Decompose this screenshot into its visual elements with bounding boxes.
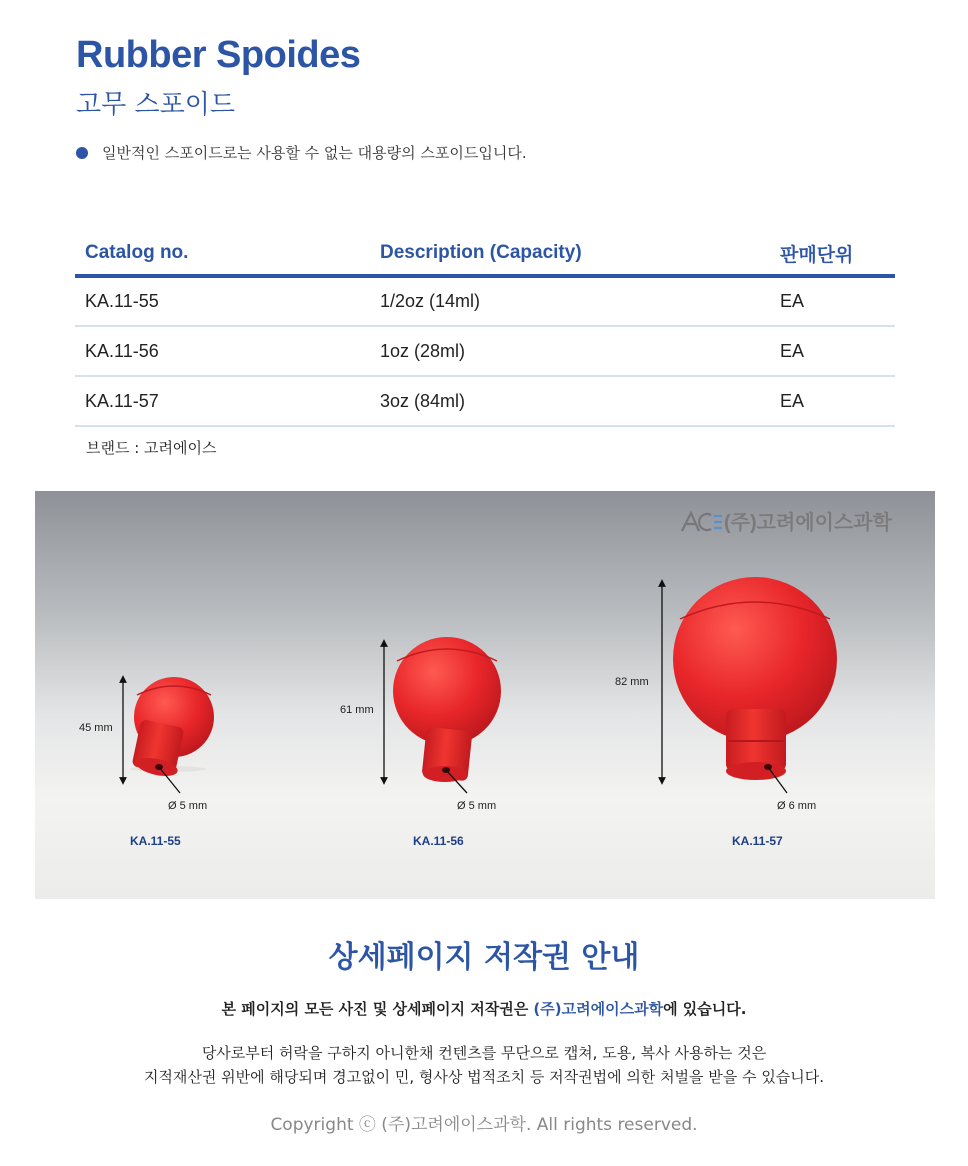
watermark-logo — [682, 513, 722, 531]
watermark-text: (주)고려에이스과학 — [724, 512, 892, 534]
catalog-label-small: KA.11-55 — [130, 834, 181, 848]
statement-pre: 본 페이지의 모든 사진 및 상세페이지 저작권은 — [221, 1000, 534, 1018]
cell-catalog: KA.11-57 — [75, 376, 370, 426]
cell-catalog: KA.11-55 — [75, 276, 370, 326]
cell-unit: EA — [770, 326, 895, 376]
table-row — [75, 326, 895, 376]
diameter-label-medium: Ø 5 mm — [457, 800, 497, 812]
diameter-label-small: Ø 5 mm — [168, 800, 208, 812]
cell-description: 1/2oz (14ml) — [370, 276, 770, 326]
copyright-title: 상세페이지 저작권 안내 — [328, 940, 640, 975]
table-row — [75, 276, 895, 326]
table-header-row — [75, 232, 895, 276]
page-title: Rubber Spoides — [76, 34, 361, 76]
catalog-label-large: KA.11-57 — [732, 834, 783, 848]
height-label-medium: 61 mm — [340, 704, 374, 716]
bullet-icon — [76, 147, 88, 159]
catalog-label-medium: KA.11-56 — [413, 834, 464, 848]
brand-label: 브랜드 : 고려에이스 — [86, 439, 217, 457]
bulb-medium — [393, 637, 501, 782]
diameter-label-large: Ø 6 mm — [777, 800, 817, 812]
spec-table — [75, 232, 895, 427]
copyright-warning-line2: 지적재산권 위반에 해당되며 경고없이 민, 형사상 법적조치 등 저작권법에 의한 처벌을 받을 수 있습니다. — [143, 1068, 825, 1086]
header-unit: 판매단위 — [770, 232, 895, 276]
header-catalog: Catalog no. — [75, 232, 370, 276]
cell-description: 3oz (84ml) — [370, 376, 770, 426]
feature-bullet — [76, 142, 527, 163]
cell-catalog: KA.11-56 — [75, 326, 370, 376]
header-description: Description (Capacity) — [370, 232, 770, 276]
copyright-statement — [0, 998, 968, 1019]
bulb-large — [673, 577, 837, 780]
copyright-footer: Copyright ⓒ (주)고려에이스과학. All rights reserved. — [270, 1115, 698, 1135]
height-label-large: 82 mm — [615, 676, 649, 688]
cell-unit: EA — [770, 376, 895, 426]
cell-description: 1oz (28ml) — [370, 326, 770, 376]
page-subtitle: 고무 스포이드 — [76, 90, 235, 120]
height-label-small: 45 mm — [79, 722, 113, 734]
statement-post: 에 있습니다. — [663, 1000, 747, 1018]
bulb-small — [130, 677, 214, 779]
feature-text: 일반적인 스포이드로는 사용할 수 없는 대용량의 스포이드입니다. — [102, 144, 527, 162]
product-photo — [35, 491, 935, 899]
copyright-warning-line1: 당사로부터 허락을 구하지 아니한채 컨텐츠를 무단으로 캡쳐, 도용, 복사 사용하는 것은 — [201, 1044, 767, 1062]
cell-unit: EA — [770, 276, 895, 326]
statement-company: (주)고려에이스과학 — [533, 1000, 664, 1018]
table-row — [75, 376, 895, 426]
